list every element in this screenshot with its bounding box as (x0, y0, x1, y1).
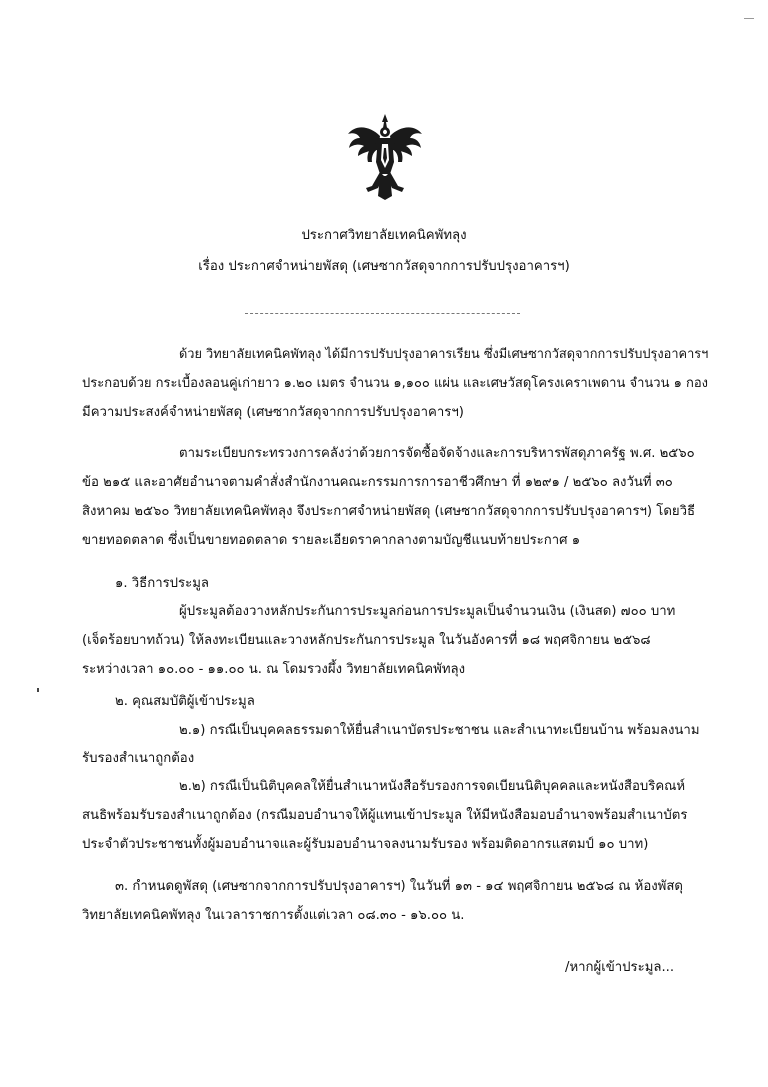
paragraph2-line: ข้อ ๒๑๕ และอาศัยอำนาจตามคำสั่งสำนักงานคณะกรรมการการอาชีวศึกษา ที่ ๑๒๙๑ / ๒๕๖๐ ลงวันที่ ๓๐ (82, 475, 673, 490)
paragraph1-line: มีความประสงค์จำหน่ายพัสดุ (เศษซากวัสดุจากการปรับปรุงอาคารฯ) (82, 405, 464, 420)
section2-item2-line: ประจำตัวประชาชนทั้งผู้มอบอำนาจและผู้รับมอบอำนาจลงนามรับรอง พร้อมติดอากรแสตมป์ ๑๐ บาท) (82, 837, 649, 852)
section3-line: ๓. กำหนดดูพัสดุ (เศษซากจากการปรับปรุงอาคารฯ) ในวันที่ ๑๓ - ๑๔ พฤศจิกายน ๒๕๖๘ ณ ห้องพัสดุ (115, 879, 683, 894)
scan-speck (37, 688, 39, 692)
section2-heading: ๒. คุณสมบัติผู้เข้าประมูล (115, 694, 255, 709)
garuda-emblem-icon (344, 112, 426, 202)
paragraph2-line: ขายทอดตลาด ซึ่งเป็นขายทอดตลาด รายละเอียดราคากลางตามบัญชีแนบท้ายประกาศ ๑ (82, 533, 581, 548)
paragraph1-line: ด้วย วิทยาลัยเทคนิคพัทลุง ได้มีการปรับปรุงอาคารเรียน ซึ่งมีเศษซากวัสดุจากการปรับปรุงอาคารฯ (179, 347, 709, 362)
announcement-subject: เรื่อง ประกาศจำหน่ายพัสดุ (เศษซากวัสดุจากการปรับปรุงอาคารฯ) (198, 259, 570, 274)
section3-line: วิทยาลัยเทคนิคพัทลุง ในเวลาราชการตั้งแต่เวลา ๐๘.๓๐ - ๑๖.๐๐ น. (82, 908, 465, 923)
section2-item1-line: รับรองสำเนาถูกต้อง (82, 751, 195, 766)
section1-line: ระหว่างเวลา ๑๐.๐๐ - ๑๑.๐๐ น. ณ โดมรวงผึ้ง วิทยาลัยเทคนิคพัทลุง (82, 662, 466, 677)
section1-line: (เจ็ดร้อยบาทถ้วน) ให้ลงทะเบียนและวางหลักประกันการประมูล ในวันอังคารที่ ๑๘ พฤศจิกายน ๒๕๖๘ (82, 633, 651, 648)
scan-corner-mark (744, 18, 754, 19)
header-divider (245, 313, 520, 314)
paragraph2-line: ตามระเบียบกระทรวงการคลังว่าด้วยการจัดซื้อจัดจ้างและการบริหารพัสดุภาครัฐ พ.ศ. ๒๕๖๐ (179, 446, 695, 461)
section2-item1-line: ๒.๑) กรณีเป็นบุคคลธรรมดาให้ยื่นสำเนาบัตรประชาชน และสำเนาทะเบียนบ้าน พร้อมลงนาม (179, 723, 700, 738)
section2-item2-line: ๒.๒) กรณีเป็นนิติบุคคลให้ยื่นสำเนาหนังสือรับรองการจดเบียนนิติบุคคลและหนังสือบริคณห์ (179, 779, 686, 794)
section1-line: ผู้ประมูลต้องวางหลักประกันการประมูลก่อนการประมูลเป็นจำนวนเงิน (เงินสด) ๗๐๐ บาท (179, 604, 676, 619)
paragraph2-line: สิงหาคม ๒๕๖๐ วิทยาลัยเทคนิคพัทลุง จึงประกาศจำหน่ายพัสดุ (เศษซากวัสดุจากการปรับปรุงอาคารฯ) โดยวิธี (82, 504, 696, 519)
section1-heading: ๑. วิธีการประมูล (115, 576, 209, 591)
section2-item2-line: สนธิพร้อมรับรองสำเนาถูกต้อง (กรณีมอบอำนาจให้ผู้แทนเข้าประมูล ให้มีหนังสือมอบอำนาจพร้อมสำเนาบัตร (82, 808, 688, 823)
announcement-title: ประกาศวิทยาลัยเทคนิคพัทลุง (301, 228, 467, 243)
continuation-note: /หากผู้เข้าประมูล... (565, 960, 675, 975)
paragraph1-line: ประกอบด้วย กระเบื้องลอนคู่เก่ายาว ๑.๒๐ เมตร จำนวน ๑,๑๐๐ แผ่น และเศษวัสดุโครงเคราเพดาน จำนวน ๑ กอง (82, 376, 709, 391)
